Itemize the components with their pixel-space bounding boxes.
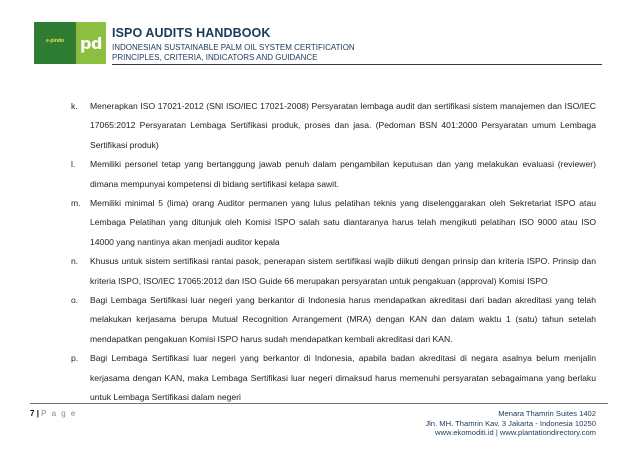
page-separator: |: [36, 409, 39, 418]
document-title: ISPO AUDITS HANDBOOK: [112, 26, 271, 40]
list-marker: n.: [71, 256, 79, 267]
list-item-text: Memiliki personel tetap yang bertanggung jawab penuh dalam pengambilan keputusan dan yang melakukan evaluasi (reviewer) dimana mempunyai kompetensi di bidang sertifikasi kelapa sawit.: [90, 159, 596, 189]
list-item: [66, 291, 596, 349]
ekomoditi-logo-text: e-pindo: [45, 38, 65, 44]
page-number: 7: [30, 409, 35, 418]
list-item: [66, 349, 596, 407]
list-item-text: Khusus untuk sistem sertifikasi rantai pasok, penerapan sistem sertifikasi wajib diikuti dengan prinsip dan kriteria ISPO. Prinsip dan kriteria ISPO, ISO/IEC 17065:2012 dan ISO Guide 66 merupakan persyaratan untuk pengakuan (approval) Komisi ISPO: [90, 256, 596, 286]
list-marker: p.: [71, 353, 79, 364]
plantation-directory-logo-text: pd: [80, 33, 102, 53]
requirements-list: [66, 97, 596, 408]
footer-divider: [30, 403, 608, 404]
list-item-text: Menerapkan ISO 17021-2012 (SNI ISO/IEC 17021-2008) Persyaratan lembaga audit dan sertifikasi sistem manajemen dan ISO/IEC 17065:2012 Persyaratan Lembaga Sertifikasi produk, proses dan jasa. (Pedoman BSN 401:2000 Persyaratan umum Lembaga Sertifikasi produk): [90, 101, 596, 150]
plantation-directory-logo: [76, 22, 106, 64]
page-number-label: [30, 409, 77, 418]
list-marker: l.: [71, 159, 76, 170]
list-item: [66, 252, 596, 291]
footer-address: [425, 409, 596, 438]
list-item-text: Bagi Lembaga Sertifikasi luar negeri yang berkantor di Indonesia harus mendapatkan akreditasi dari badan akreditasi yang telah melakukan kerjasama berupa Mutual Recognition Arrangement (MRA) dengan KAN dan dalam waktu 1 (satu) tahun setelah mendapatkan pengakuan Komisi ISPO harus sudah mendapatkan kembali akreditasi dari KAN.: [90, 295, 596, 344]
list-item-text: Memiliki minimal 5 (lima) orang Auditor permanen yang lulus pelatihan teknis yang diselenggarakan oleh Sekretariat ISPO atau Lembaga Pelatihan yang ditunjuk oleh Komisi ISPO salah satu diantaranya harus telah mengikuti pelatihan ISO 9000 atau ISO 14000 yang nantinya akan menjadi auditor kepala: [90, 198, 596, 247]
address-line-building: Menara Thamrin Suites 1402: [498, 409, 596, 418]
list-marker: k.: [71, 101, 78, 111]
list-marker: o.: [71, 295, 79, 306]
list-marker: m.: [71, 198, 81, 209]
ekomoditi-logo: [34, 22, 76, 64]
list-item: [66, 155, 596, 194]
document-subtitle-secondary: PRINCIPLES, CRITERIA, INDICATORS AND GUIDANCE: [112, 53, 318, 62]
address-line-street: Jln. MH. Thamrin Kav. 3 Jakarta - Indonesia 10250: [425, 418, 596, 428]
page-word: P a g e: [41, 409, 77, 418]
list-item: [66, 194, 596, 252]
list-item: [66, 97, 596, 155]
list-item-text: Bagi Lembaga Sertifikasi luar negeri yang berkantor di Indonesia, apabila badan akreditasi di negara asalnya belum menjalin kerjasama dengan KAN, maka Lembaga Sertifikasi luar negeri dimaksud harus memenuhi persyaratan sebagaimana yang berlaku untuk Lembaga Sertifikasi dalam negeri: [90, 353, 596, 403]
document-subtitle: INDONESIAN SUSTAINABLE PALM OIL SYSTEM CERTIFICATION: [112, 43, 355, 52]
address-line-websites: www.ekomoditi.id | www.plantationdirectory.com: [435, 428, 596, 438]
header-divider: [112, 64, 602, 65]
page-header: [0, 0, 638, 80]
